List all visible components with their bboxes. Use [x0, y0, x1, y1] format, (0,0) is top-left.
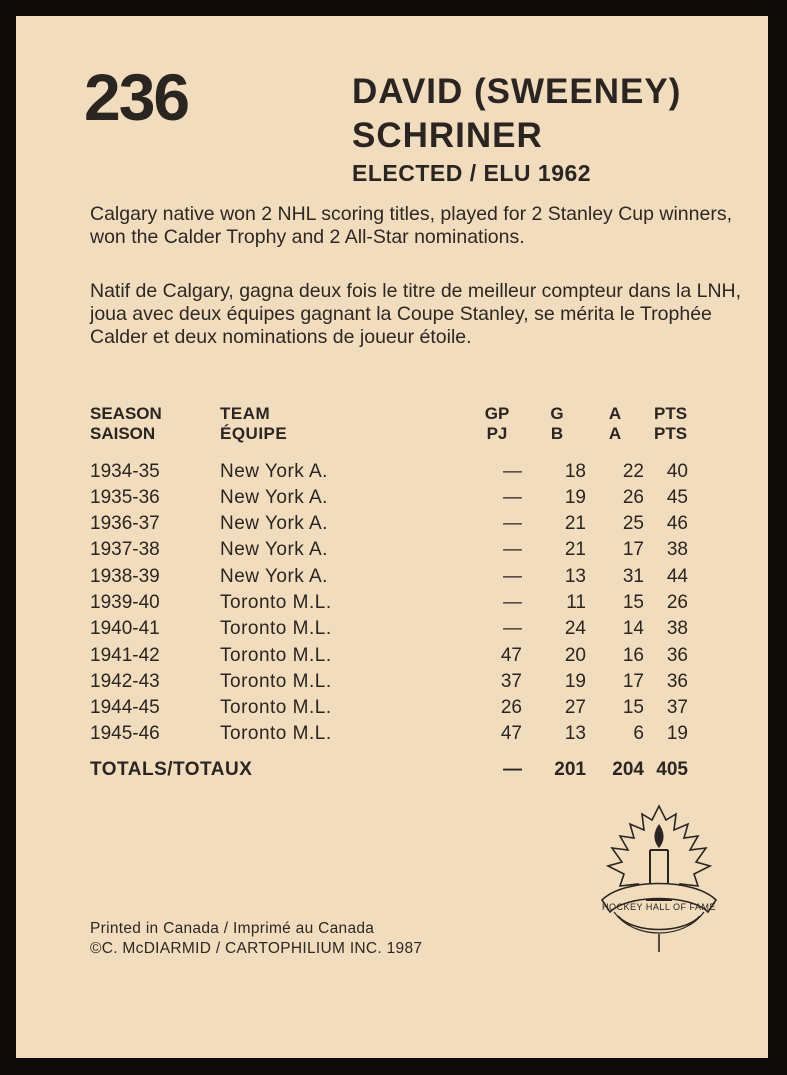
row-team: New York A.: [220, 461, 328, 482]
row-goals: 21: [564, 539, 586, 560]
row-goals: 13: [564, 723, 586, 744]
row-gp: 26: [500, 697, 522, 718]
row-gp: —: [503, 487, 522, 508]
card-number: 236: [84, 60, 189, 134]
row-goals: 18: [564, 461, 586, 482]
row-goals: 13: [564, 566, 586, 587]
row-goals: 24: [564, 618, 586, 639]
row-team: New York A.: [220, 513, 328, 534]
row-points: 46: [666, 513, 688, 534]
row-assists: 6: [633, 723, 644, 744]
row-assists: 31: [622, 566, 644, 587]
card-back: [16, 16, 768, 1058]
row-team: Toronto M.L.: [220, 723, 332, 744]
copyright-line: ©C. McDIARMID / CARTOPHILIUM INC. 1987: [90, 940, 423, 957]
table-row: [16, 721, 768, 747]
row-team: New York A.: [220, 539, 328, 560]
row-gp: —: [503, 618, 522, 639]
row-assists: 16: [622, 645, 644, 666]
header-season: [90, 404, 162, 444]
row-goals: 27: [564, 697, 586, 718]
printed-in-canada: Printed in Canada / Imprimé au Canada: [90, 920, 375, 937]
row-gp: 47: [500, 645, 522, 666]
elected-year: ELECTED / ELU 1962: [352, 160, 592, 186]
header-gp: [482, 404, 512, 444]
row-assists: 25: [622, 513, 644, 534]
table-row: [16, 511, 768, 537]
table-row: [16, 695, 768, 721]
row-assists: 15: [622, 592, 644, 613]
row-assists: 26: [622, 487, 644, 508]
row-season: 1940-41: [90, 618, 160, 639]
table-row: [16, 616, 768, 642]
row-assists: 15: [622, 697, 644, 718]
table-row: [16, 537, 768, 563]
row-points: 44: [666, 566, 688, 587]
logo-text: HOCKEY HALL OF FAME: [601, 902, 717, 912]
row-points: 38: [666, 539, 688, 560]
row-gp: —: [503, 513, 522, 534]
row-season: 1945-46: [90, 723, 160, 744]
table-row: [16, 485, 768, 511]
row-assists: 14: [622, 618, 644, 639]
row-team: New York A.: [220, 566, 328, 587]
row-season: 1935-36: [90, 487, 160, 508]
table-row: [16, 669, 768, 695]
row-team: Toronto M.L.: [220, 645, 332, 666]
row-season: 1939-40: [90, 592, 160, 613]
header-a-en: A: [608, 404, 622, 423]
header-team-fr: ÉQUIPE: [220, 424, 288, 443]
row-season: 1941-42: [90, 645, 160, 666]
header-gp-en: GP: [484, 404, 510, 423]
row-goals: 20: [564, 645, 586, 666]
card-footer: [90, 919, 422, 959]
row-team: Toronto M.L.: [220, 697, 332, 718]
row-gp: —: [503, 566, 522, 587]
totals-gp: —: [503, 759, 522, 780]
header-team-en: TEAM: [220, 404, 271, 423]
totals-points: 405: [656, 759, 688, 780]
row-assists: 22: [622, 461, 644, 482]
row-team: Toronto M.L.: [220, 671, 332, 692]
hockey-hall-of-fame-logo-icon: [594, 804, 724, 954]
row-season: 1937-38: [90, 539, 160, 560]
header-g-fr: B: [550, 424, 564, 443]
table-row: [16, 564, 768, 590]
row-goals: 19: [564, 671, 586, 692]
row-points: 19: [666, 723, 688, 744]
row-gp: —: [503, 461, 522, 482]
header-g: [542, 404, 572, 444]
player-name-line1: DAVID (SWEENEY): [352, 72, 682, 111]
bio-english: Calgary native won 2 NHL scoring titles, played for 2 Stanley Cup winners, won the Calder Trophy and 2 All-Star nominations.: [90, 203, 733, 248]
table-row: [16, 643, 768, 669]
header-a-fr: A: [608, 424, 622, 443]
totals-row: [16, 757, 768, 783]
header-season-fr: SAISON: [90, 424, 156, 443]
row-points: 36: [666, 645, 688, 666]
row-goals: 19: [564, 487, 586, 508]
header-pts-fr: PTS: [654, 424, 688, 443]
row-season: 1936-37: [90, 513, 160, 534]
totals-label: TOTALS/TOTAUX: [90, 759, 253, 780]
header-team: [220, 404, 287, 444]
row-gp: 47: [500, 723, 522, 744]
table-row: [16, 590, 768, 616]
row-points: 26: [666, 592, 688, 613]
header-g-en: G: [550, 404, 564, 423]
row-points: 38: [666, 618, 688, 639]
stats-header: [16, 404, 768, 444]
row-goals: 21: [564, 513, 586, 534]
row-gp: 37: [500, 671, 522, 692]
row-team: Toronto M.L.: [220, 618, 332, 639]
row-assists: 17: [622, 539, 644, 560]
row-points: 45: [666, 487, 688, 508]
row-assists: 17: [622, 671, 644, 692]
row-team: New York A.: [220, 487, 328, 508]
header-pts: [654, 404, 704, 444]
row-gp: —: [503, 592, 522, 613]
row-team: Toronto M.L.: [220, 592, 332, 613]
row-season: 1938-39: [90, 566, 160, 587]
row-goals: 11: [566, 592, 586, 613]
totals-goals: 201: [554, 759, 586, 780]
row-season: 1944-45: [90, 697, 160, 718]
table-row: [16, 459, 768, 485]
row-season: 1934-35: [90, 461, 160, 482]
row-points: 36: [666, 671, 688, 692]
header-pts-en: PTS: [654, 404, 688, 423]
header-a: [600, 404, 630, 444]
row-points: 37: [666, 697, 688, 718]
header-gp-fr: PJ: [486, 424, 508, 443]
row-season: 1942-43: [90, 671, 160, 692]
row-gp: —: [503, 539, 522, 560]
row-points: 40: [666, 461, 688, 482]
bio-french: Natif de Calgary, gagna deux fois le titre de meilleur compteur dans la LNH, joua avec deux équipes gagnant la Coupe Stanley, se mérita le Trophée Calder et deux nominations de joueur étoile.: [90, 280, 742, 348]
header-season-en: SEASON: [90, 404, 162, 423]
player-name-line2: SCHRINER: [352, 116, 543, 155]
totals-assists: 204: [612, 759, 644, 780]
